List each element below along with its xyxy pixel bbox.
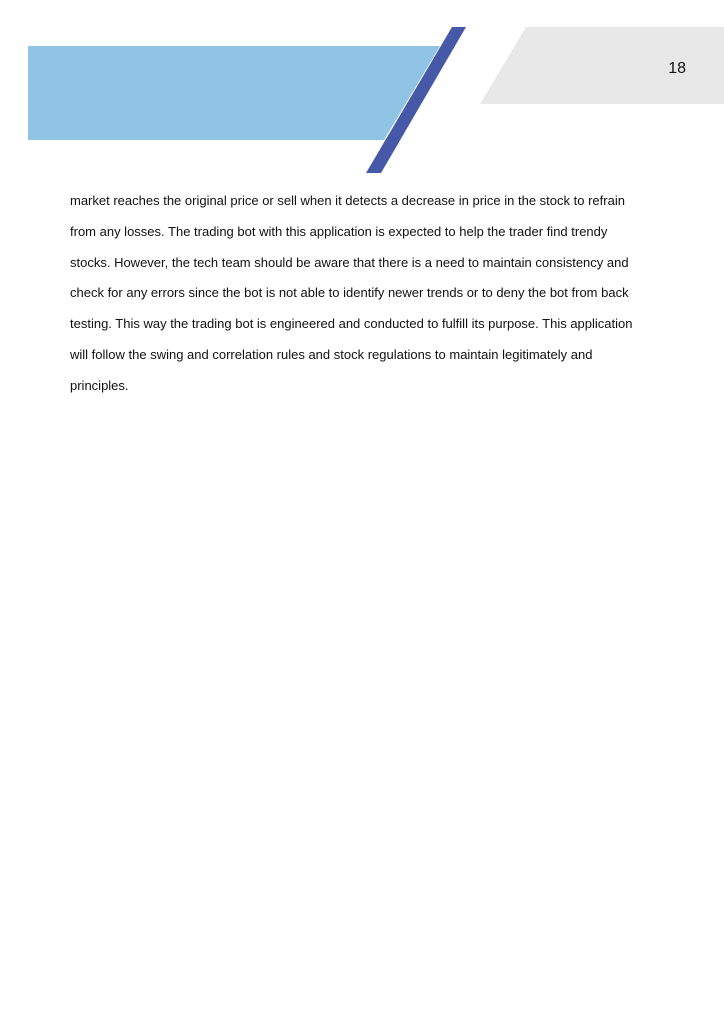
- body-text-line: stocks. However, the tech team should be aware that there is a need to maintain consistency and: [70, 254, 629, 270]
- header-decoration: [0, 0, 724, 180]
- body-text-line: market reaches the original price or sell when it detects a decrease in price in the stock to refrain: [70, 193, 625, 208]
- page-header: [0, 0, 724, 180]
- header-gray-panel: [480, 27, 724, 104]
- body-text-line: will follow the swing and correlation rules and stock regulations to maintain legitimately and: [70, 346, 593, 362]
- body-text-line: from any losses. The trading bot with this application is expected to help the trader find trendy: [70, 223, 608, 239]
- page-number: 18: [668, 60, 686, 77]
- header-blue-band: [28, 46, 440, 140]
- body-text-line: testing. This way the trading bot is engineered and conducted to fulfill its purpose. This application: [70, 316, 633, 332]
- body-text-line: principles.: [70, 377, 129, 393]
- body-paragraph: [70, 186, 670, 402]
- body-text-line: check for any errors since the bot is not able to identify newer trends or to deny the bot from back: [70, 285, 629, 301]
